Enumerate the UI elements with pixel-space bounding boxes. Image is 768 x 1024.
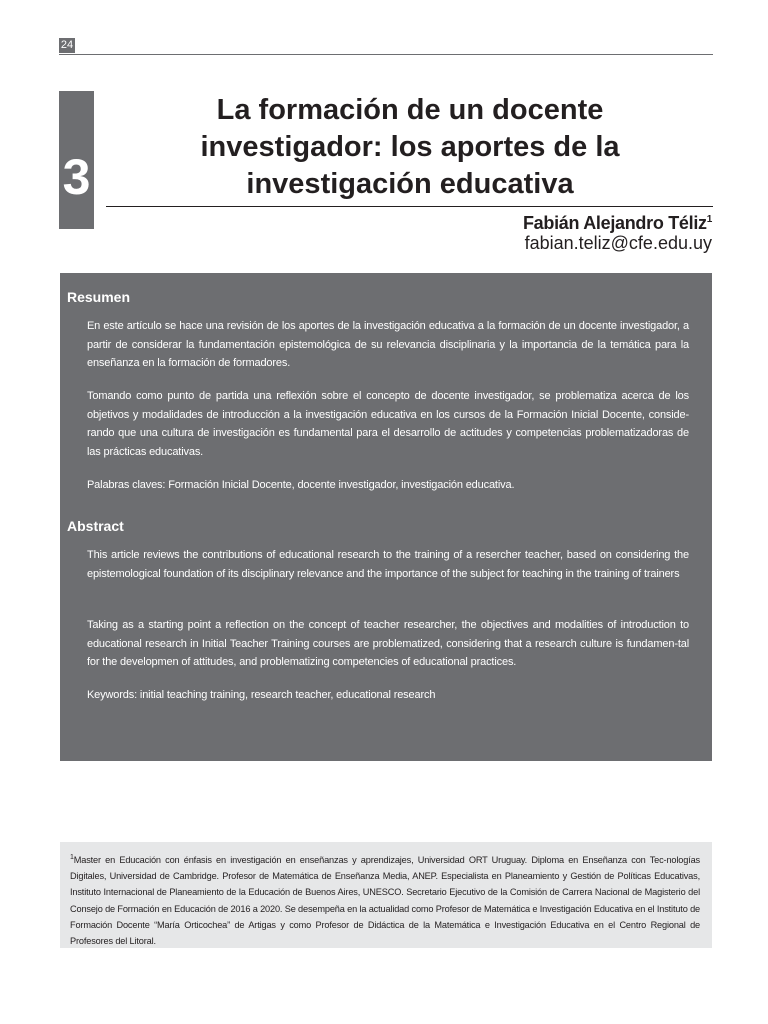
title-line: La formación de un docente — [216, 94, 604, 126]
author-footnote-mark: 1 — [706, 214, 712, 225]
resumen-paragraph: En este artículo se hace una revisión de los aportes de la investigación educativa a la formación de un docente investigador, a partir de considerar la fundamentación epistemológica de su relevancia disciplinaria y la importancia de la temática para la enseñanza en la formación de formadores. — [87, 320, 689, 369]
header-rule — [59, 54, 713, 55]
abstract-paragraph: This article reviews the contributions of educational research to the training of a resercher teacher, based on considering the epistemological foundation of its disciplinary relevance and the importance of the subject for teaching in the training of trainers — [87, 549, 689, 580]
author-name — [523, 209, 712, 234]
abstract-heading: Abstract — [67, 518, 124, 534]
author-email: fabian.teliz@cfe.edu.uy — [524, 233, 712, 253]
footnote — [60, 842, 712, 948]
author-name-text: Fabián Alejandro Téliz — [522, 213, 707, 233]
title-line: investigador: los aportes de la — [200, 131, 620, 163]
resumen-paragraph: Tomando como punto de partida una reflexión sobre el concepto de docente investigador, se problematiza acerca de los objetivos y modalidades de introducción a la investigación educativa en los cursos de la Formación Inicial Docente, conside-rando que una cultura de investigación es fundamental para el desarrollo de actitudes y competencias problematizadoras de las prácticas educativas. — [87, 390, 689, 458]
abstract-box — [60, 273, 712, 761]
keywords-es: Palabras claves: Formación Inicial Docente, docente investigador, investigación educativa. — [87, 479, 515, 491]
title-line: investigación educativa — [246, 168, 574, 200]
keywords-en: Keywords: initial teaching training, research teacher, educational research — [87, 689, 436, 701]
chapter-number: 3 — [62, 149, 91, 205]
title-rule — [106, 206, 713, 207]
resumen-heading: Resumen — [67, 289, 131, 305]
abstract-paragraph: Taking as a starting point a reflection on the concept of teacher researcher, the objectives and modalities of introduction to educational research in Initial Teacher Training courses are problematized, considering that a research culture is fundamen-tal for the developmen of attitudes, and problematizing competencies of educational practices. — [87, 619, 689, 668]
chapter-number-badge — [59, 91, 94, 229]
article-title — [120, 92, 700, 203]
page-number: 24 — [60, 39, 74, 51]
footnote-text: Master en Educación con énfasis en investigación en enseñanzas y aprendizajes, Universidad ORT Uruguay. Diploma en Enseñanza con Tec-nologías Digitales, Universidad de Cambridge. Profesor de Matemática de Enseñanza Media, ANEP. Especialista en Planeamiento y Gestión de Políticas Educativas, Instituto Internacional de Planeamiento de la Educación de Buenos Aires, UNESCO. Secretario Ejecutivo de la Comisión de Carrera Nacional de Magisterio del Consejo de Formación en Educación de 2016 a 2020. Se desempeña en la actualidad como Profesor de Matemática e Investigación Educativa en el Instituto de Formación Docente “María Orticochea” de Artigas y como Profesor de Didáctica de la Matemática e Investigación Educativa en el Centro Regional de Profesores del Litoral. — [70, 855, 700, 947]
footnote-mark: 1 — [70, 854, 74, 861]
